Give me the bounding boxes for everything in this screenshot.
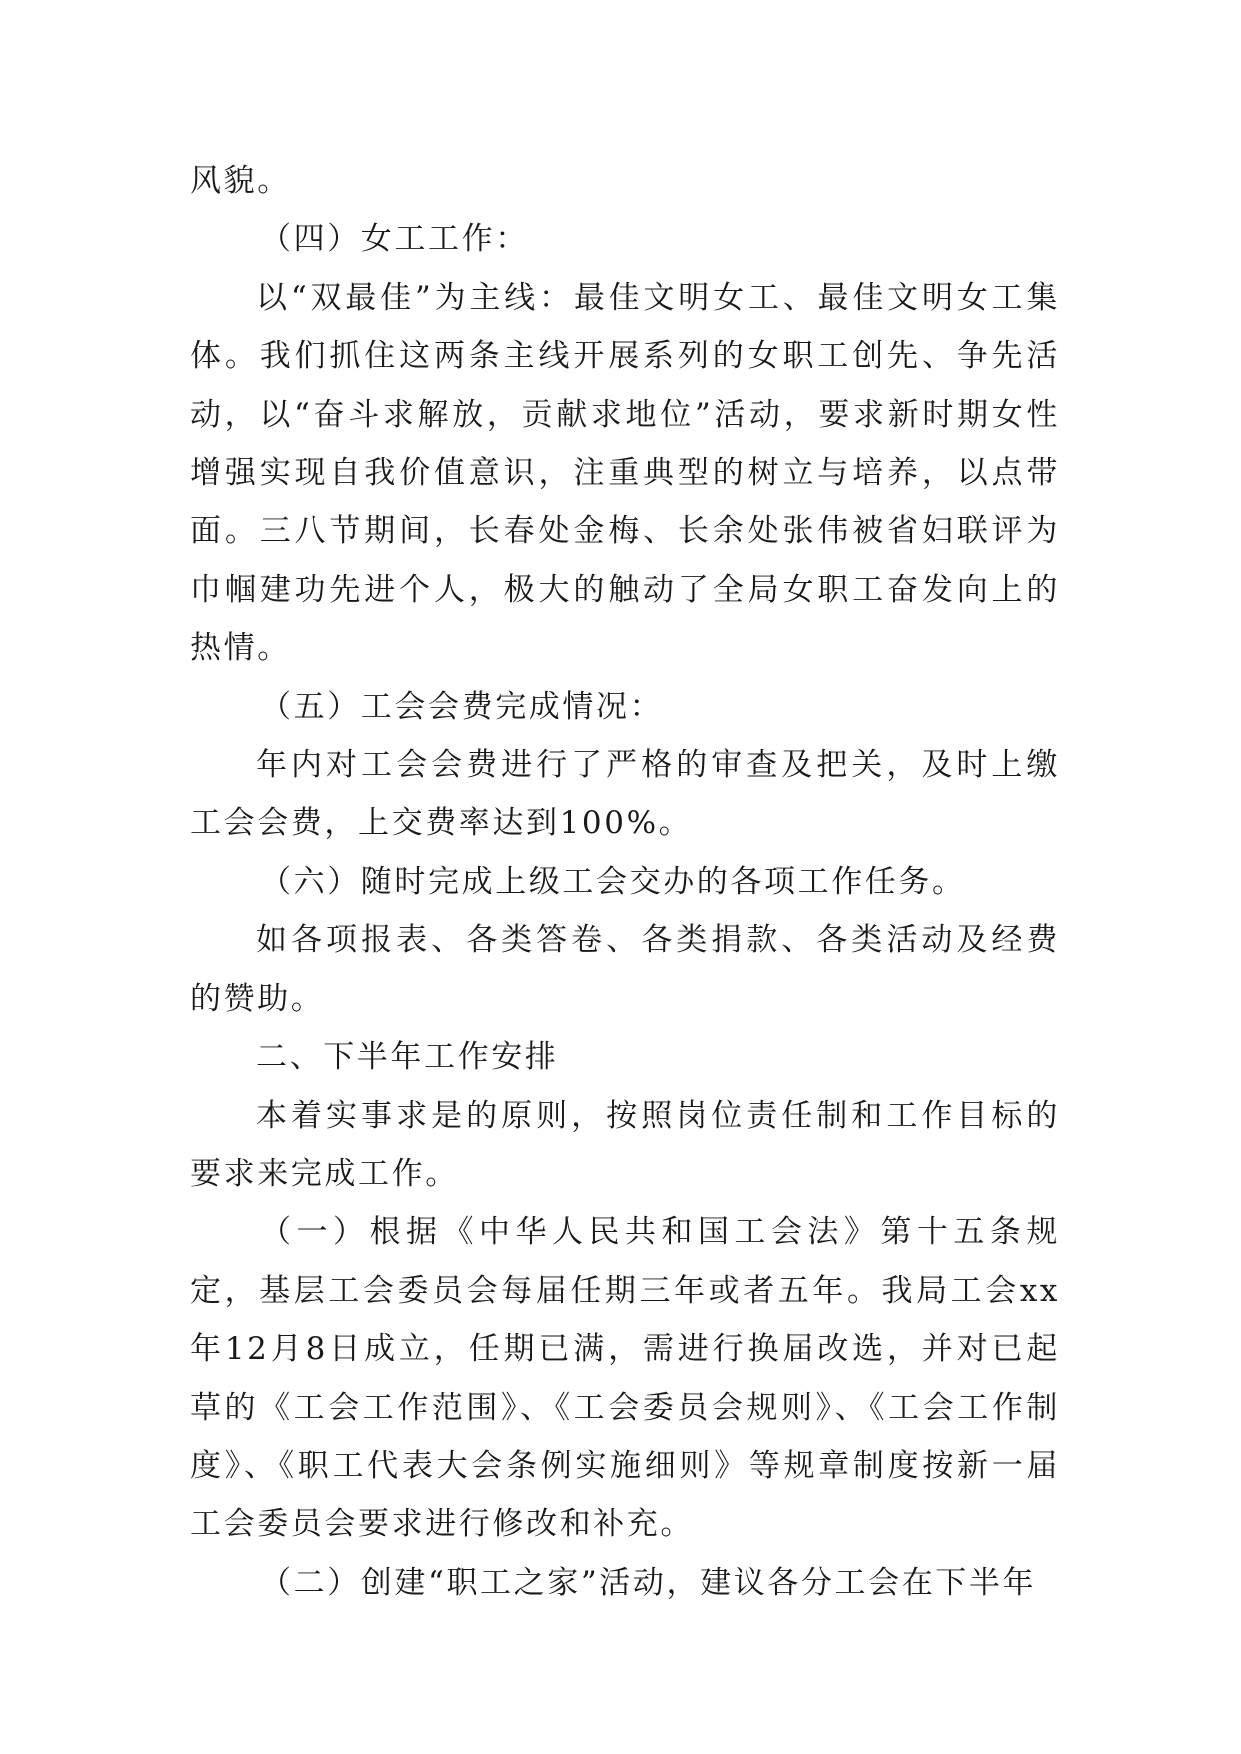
section-heading-superior-tasks: （六）随时完成上级工会交办的各项工作任务。 <box>260 863 966 900</box>
paragraph-union-dues: 年内对工会会费进行了严格的审查及把关，及时上缴工会会费，上交费率达到100%。 <box>190 747 1060 842</box>
section-heading-second-half-plan: 二、下半年工作安排 <box>256 1039 559 1076</box>
section-heading-women-work: （四）女工工作： <box>260 221 529 258</box>
paragraph-plan-principle: 本着实事求是的原则，按照岗位责任制和工作目标的要求来完成工作。 <box>190 1097 1060 1192</box>
paragraph-plan-item-one: （一）根据《中华人民共和国工会法》第十五条规定，基层工会委员会每届任期三年或者五年。我局工会xx年12月8日成立，任期已满，需进行换届改选，并对已起草的《工会工作范围》、《工会委员会规则》、《工会工作制度》、《职工代表大会条例实施细则》等规章制度按新一届工会委员会要求进行修改和补充。 <box>190 1214 1060 1543</box>
paragraph-plan-item-two: （二）创建“职工之家”活动，建议各分工会在下半年 <box>260 1564 1037 1601</box>
paragraph-continuation: 风貌。 <box>190 163 291 199</box>
section-heading-union-dues: （五）工会会费完成情况： <box>260 688 664 725</box>
paragraph-superior-tasks: 如各项报表、各类答卷、各类捐款、各类活动及经费的赞助。 <box>190 922 1060 1017</box>
document-body <box>190 152 1060 1612</box>
paragraph-women-work: 以“双最佳”为主线：最佳文明女工、最佳文明女工集体。我们抓住这两条主线开展系列的女职工创先、争先活动，以“奋斗求解放，贡献求地位”活动，要求新时期女性增强实现自我价值意识，注重典型的树立与培养，以点带面。三八节期间，长春处金梅、长余处张伟被省妇联评为巾帼建功先进个人，极大的触动了全局女职工奋发向上的热情。 <box>190 279 1060 667</box>
